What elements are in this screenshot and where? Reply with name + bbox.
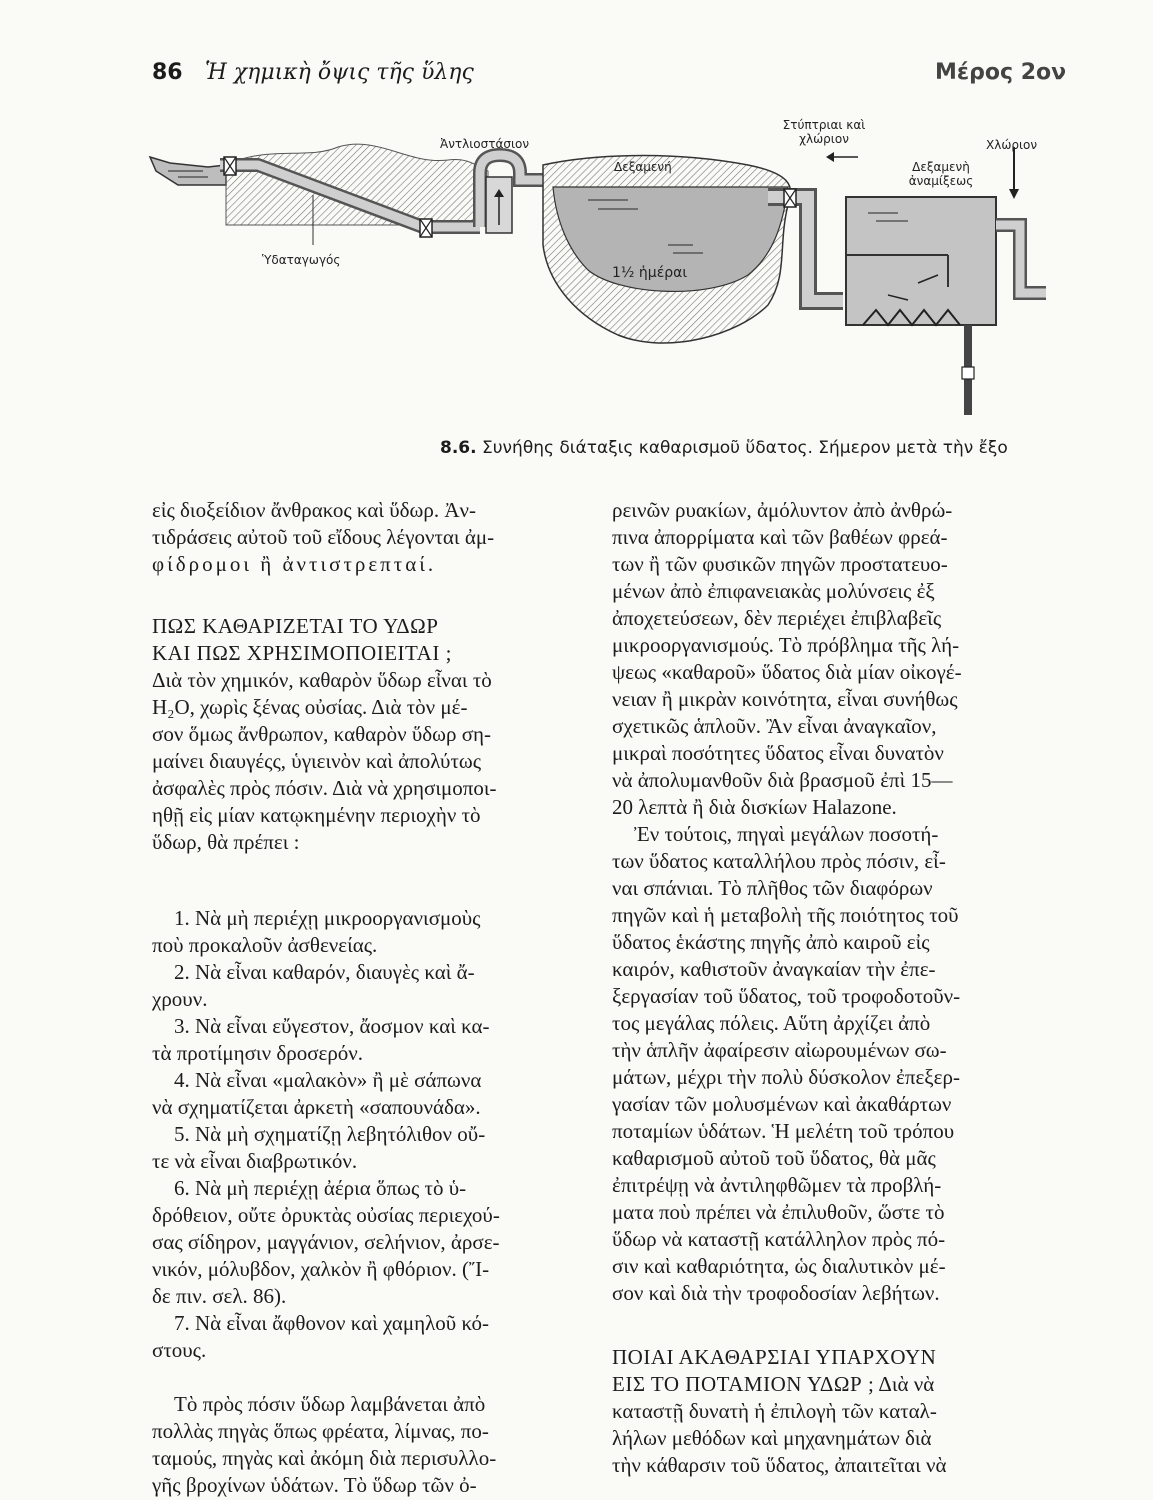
text-line: πινα ἀπορρίματα καὶ τῶν βαθέων φρεά- [612,525,948,549]
text-line: ψεως «καθαροῦ» ὕδατος διὰ μίαν οἰκογέ- [612,660,962,684]
text-line: Διὰ τὸν χημικόν, καθαρὸν ὕδωρ εἶναι τὸ [152,668,492,692]
water-treatment-diagram [148,105,1053,435]
text-line: γασίαν τῶν μολυσμένων καὶ ἀκαθάρτων [612,1092,952,1116]
text-line: ταμούς, πηγὰς καὶ ἀκόμη διὰ περισυλλο- [152,1446,497,1470]
list-item: 6. Νὰ μὴ περιέχῃ ἀέρια ὅπως τὸ ὑ- [174,1176,467,1200]
text-line: νειαν ἢ μικρὰν κοινότητα, εἶναι συνήθως [612,687,958,711]
text-line: τὴν ἁπλῆν ἀφαίρεσιν αἰωρουμένων σω- [612,1038,947,1062]
list-item: δρόθειον, οὔτε ὀρυκτὰς οὐσίας περιεχού- [152,1203,500,1227]
caption-text: Συνήθης διάταξις καθαρισμοῦ ὕδατος. Σήμερον μετὰ τὴν ἔξο [481,438,1008,458]
text-line: H₂O, χωρὶς ξένας οὐσίας. Διὰ τὸν μέ- [152,695,468,719]
list-item: ποὺ προκαλοῦν ἀσθενείας. [152,933,378,957]
section-heading: ΕΙΣ ΤΟ ΠΟΤΑΜΙΟΝ ΥΔΩΡ ; [612,1372,875,1396]
list-item: τε νὰ εἶναι διαβρωτικόν. [152,1149,358,1173]
text-line: πηγῶν καὶ ἡ μεταβολὴ τῆς ποιότητος τοῦ [612,903,959,927]
text-line: ἀποχετεύσεων, δὲν περιέχει ἐπιβλαβεῖς [612,606,942,630]
text-line: καταστῇ δυνατὴ ἡ ἐπιλογὴ τῶν καταλ- [612,1399,937,1423]
label-alum-chlorine: Στύπτριαι καὶ χλώριον [782,118,866,146]
figure-caption [440,438,1008,458]
text-line: ὕδατος ἑκάστης πηγῆς ἀπὸ καιροῦ εἰς [612,930,930,954]
text-line: νὰ ἀπολυμανθοῦν διὰ βρασμοῦ ἐπὶ 15— [612,768,953,792]
text-line: ρεινῶν ρυακίων, ἀμόλυντον ἀπὸ ἀνθρώ- [612,498,953,522]
section-heading: ΚΑΙ ΠΩΣ ΧΡΗΣΙΜΟΠΟΙΕΙΤΑΙ ; [152,641,452,665]
label-days: 1½ ἡμέραι [612,265,688,281]
text-line: μάτων, μέχρι τὴν πολὺ δύσκολον ἐπεξερ- [612,1065,960,1089]
label-chlorine: Χλώριον [986,138,1038,152]
text-line: μικραὶ ποσότητες ὕδατος εἶναι δυνατὸν [612,741,944,765]
text-line: σον καὶ διὰ τὴν τροφοδοσίαν λεβήτων. [612,1281,940,1305]
text-line: τιδράσεις αὐτοῦ τοῦ εἴδους λέγονται ἀμ- [152,525,495,549]
text-line: των ἢ τῶν φυσικῶν πηγῶν προστατευο- [612,552,948,576]
text-line: 20 λεπτὰ ἢ διὰ δισκίων Halazone. [612,795,897,819]
text-line: τὴν κάθαρσιν τοῦ ὕδατος, ἀπαιτεῖται νὰ [612,1453,947,1477]
text-line: ναι σπάνιαι. Τὸ πλῆθος τῶν διαφόρων [612,876,933,900]
text-line: ξεργασίαν τοῦ ὕδατος, τοῦ τροφοδοτοῦν- [612,984,961,1008]
part-title: Μέρος 2ον [935,60,1067,85]
list-item: 1. Νὰ μὴ περιέχῃ μικροοργανισμοὺς [174,906,481,930]
right-column [612,497,1048,1479]
section-heading: ΠΩΣ ΚΑΘΑΡΙΖΕΤΑΙ ΤΟ ΥΔΩΡ [152,614,439,638]
text-line: καθαρισμοῦ αὐτοῦ τοῦ ὕδατος, θὰ μᾶς [612,1146,936,1170]
text-line: σιν καὶ καθαριότητα, ὡς διαλυτικὸν μέ- [612,1254,946,1278]
text-line: σον ὅμως ἄνθρωπον, καθαρὸν ὕδωρ ση- [152,722,491,746]
book-title: Ἡ χημικὴ ὄψις τῆς ὕλης [205,60,474,85]
text-line: Διὰ νὰ [874,1372,935,1396]
text-line: πολλὰς πηγὰς ὅπως φρέατα, λίμνας, πο- [152,1419,489,1443]
list-item: σας σίδηρον, μαγγάνιον, σελήνιον, ἀρσε- [152,1230,500,1254]
text-line: ἀσφαλὲς πρὸς πόσιν. Διὰ νὰ χρησιμοποι- [152,776,497,800]
caption-number: 8.6. [440,438,477,458]
list-item: νὰ σχηματίζεται ἀρκετὴ «σαπουνάδα». [152,1095,481,1119]
section-heading: ΠΟΙΑΙ ΑΚΑΘΑΡΣΙΑΙ ΥΠΑΡΧΟΥΝ [612,1345,937,1369]
list-item: 2. Νὰ εἶναι καθαρόν, διαυγὲς καὶ ἄ- [174,960,475,984]
left-column [152,497,582,1499]
text-line: των ὕδατος καταλλήλου πρὸς πόσιν, εἶ- [612,849,946,873]
label-pump-station: Ἀντλιοστάσιον [440,137,530,151]
list-item: 5. Νὰ μὴ σχηματίζῃ λεβητόλιθον οὔ- [174,1122,486,1146]
list-item: νικόν, μόλυβδον, χαλκὸν ἢ φθόριον. (Ἴ- [152,1257,490,1281]
text-line: σχετικῶς ἁπλοῦν. Ἂν εἶναι ἀναγκαῖον, [612,714,937,738]
text-line: φίδρομοι ἢ ἀντιστρεπταί. [152,552,437,576]
text-line: ποταμίων ὑδάτων. Ἡ μελέτη τοῦ τρόπου [612,1119,955,1143]
text-line: ηθῇ εἰς μίαν κατῳκημένην περιοχὴν τὸ [152,803,481,827]
terrain [226,144,488,225]
text-line: εἰς διοξείδιον ἄνθρακος καὶ ὕδωρ. Ἀν- [152,498,476,522]
label-aqueduct: Ὑδαταγωγός [262,253,341,267]
list-item: 7. Νὰ εἶναι ἄφθονον καὶ χαμηλοῦ κό- [174,1311,490,1335]
text-line: λήλων μεθόδων καὶ μηχανημάτων διὰ [612,1426,932,1450]
list-item: στους. [152,1338,207,1362]
page-number: 86 [152,60,183,85]
text-line: ματα ποὺ πρέπει νὰ ἐπιλυθοῦν, ὥστε τὸ [612,1200,945,1224]
list-item: 4. Νὰ εἶναι «μαλακὸν» ἢ μὲ σάπωνα [174,1068,482,1092]
text-line: ἐπιτρέψῃ νὰ ἀντιληφθῶμεν τὰ προβλή- [612,1173,942,1197]
text-line: καιρόν, καθιστοῦν ἀναγκαίαν τὴν ἐπε- [612,957,936,981]
label-mixing-tank: Δεξαμενὴ ἀναμίξεως [908,160,974,188]
text-line: ὕδωρ νὰ καταστῇ κατάλληλον πρὸς πό- [612,1227,946,1251]
text-line: ὕδωρ, θὰ πρέπει : [152,830,300,854]
text-line: μαίνει διαυγέςς, ὑγιεινὸν καὶ ἀπολύτως [152,749,482,773]
list-item: χρουν. [152,987,208,1011]
list-item: 3. Νὰ εἶναι εὔγεστον, ἄοσμον καὶ κα- [174,1014,490,1038]
text-line: μένων ἀπὸ ἐπιφανειακὰς μολύνσεις ἐξ [612,579,935,603]
text-line: Ἐν τούτοις, πηγαὶ μεγάλων ποσοτή- [634,822,939,846]
text-line: τος μεγάλας πόλεις. Αὕτη ἀρχίζει ἀπὸ [612,1011,931,1035]
feed-arrow-icon [826,152,834,162]
mixing-tank [846,197,996,325]
text-line: μικροοργανισμούς. Τὸ πρόβλημα τῆς λή- [612,633,960,657]
list-item: δε πιν. σελ. 86). [152,1284,287,1308]
text-line: Τὸ πρὸς πόσιν ὕδωρ λαμβάνεται ἀπὸ [174,1392,486,1416]
list-item: τὰ προτίμησιν δροσερόν. [152,1041,364,1065]
label-reservoir: Δεξαμενή [614,160,672,174]
text-line: γῆς βροχίνων ὑδάτων. Τὸ ὕδωρ τῶν ὀ- [152,1473,477,1497]
